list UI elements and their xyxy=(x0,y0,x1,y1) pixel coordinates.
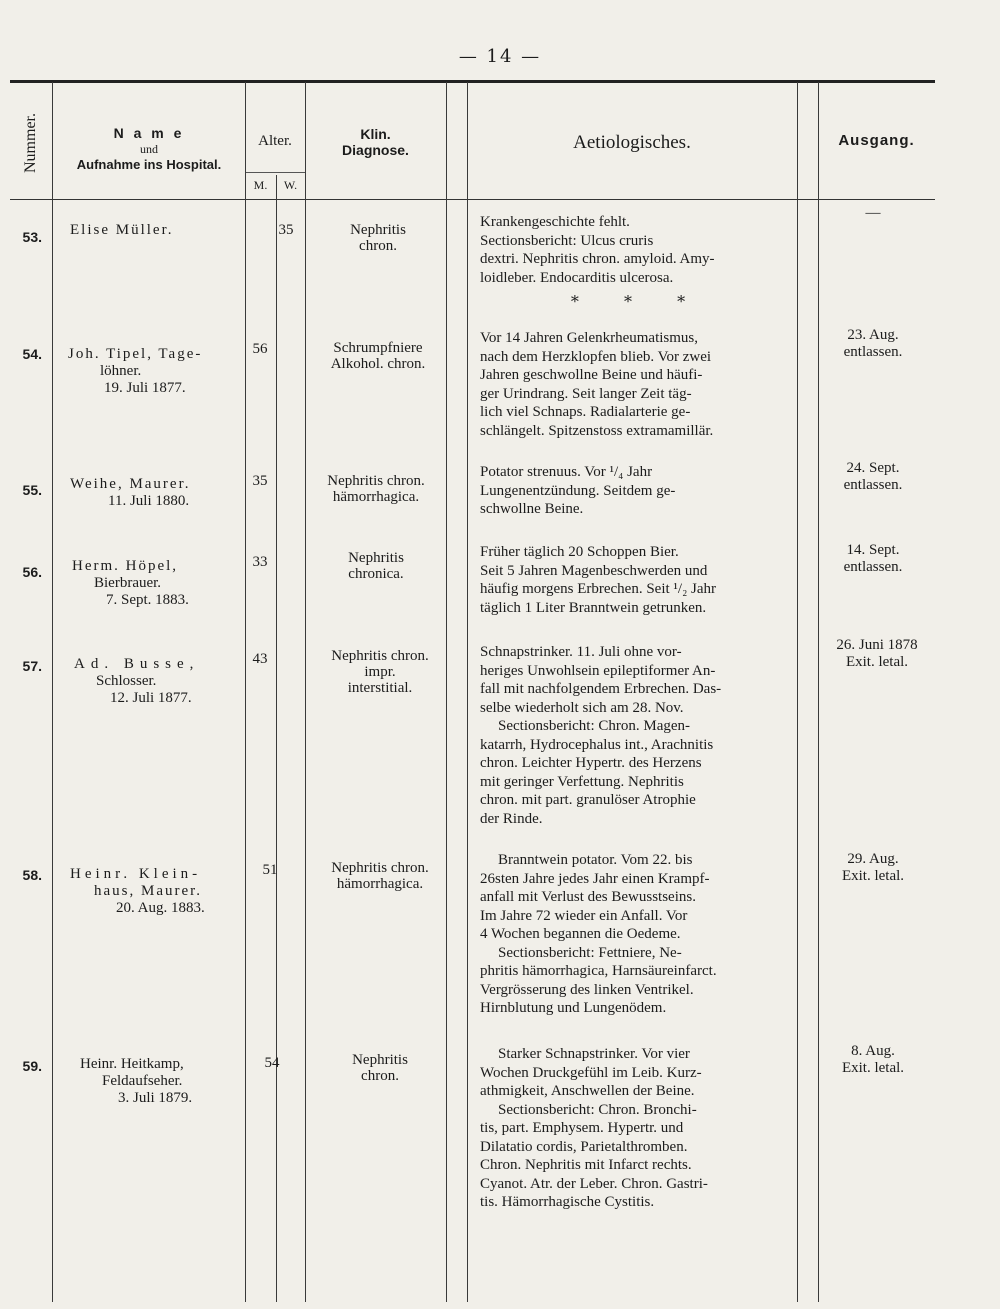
outcome: — xyxy=(865,205,881,221)
row-number: 59. xyxy=(22,1058,42,1074)
row-number: 57. xyxy=(22,658,42,674)
aetiology: Früher täglich 20 Schoppen Bier. Seit 5 Jahren Magenbeschwerden und häufig morgens Erbrechen. Seit ¹/₂ Jahr täglich 1 Liter Branntwein getrunken. xyxy=(480,544,717,616)
row-number: 53. xyxy=(22,229,42,245)
column-rule xyxy=(818,82,819,1302)
aetiology: Potator strenuus. Vor ¹/₄ Jahr Lungenentzündung. Seitdem ge- schwollne Beine. xyxy=(480,464,676,517)
aetiology: Starker Schnapstrinker. Vor vier Wochen Druckgefühl im Leib. Kurz- athmigkeit, Anschwellen der Beine. Sectionsbericht: Chron. Bronchi- tis, part. Emphysem. Hypertr. und Dilatatio cordis, Parietalthromben. Chron. Nephritis mit Infarct rechts. Cyanot. Atr. der Leber. Chron. Gastri- tis. Hämorrhagische Cystitis. xyxy=(480,1046,708,1210)
age-male: 35 xyxy=(252,473,268,489)
column-rule xyxy=(52,82,53,1302)
row-number: 56. xyxy=(22,564,42,580)
aetiology: Schnapstrinker. 11. Juli ohne vor- heriges Unwohlsein epileptiformer An- fall mit nachfolgendem Erbrechen. Das- selbe wiederholt sich am 28. Nov. Sectionsbericht: Chron. Magen- katarrh, Hydrocephalus int., Arachnitis chron. Leichter Hypertr. des Herzens mit geringer Verfettung. Nephritis chron. mit part. granulöser Atrophie der Rinde. xyxy=(480,644,722,827)
diagnosis: Nephritis chron. impr. interstitial. xyxy=(331,648,429,696)
header-nummer: Nummer. xyxy=(22,112,39,173)
diagnosis: Nephritis chron. hämorrhagica. xyxy=(327,473,425,505)
outcome: 26. Juni 1878 Exit. letal. xyxy=(836,637,918,670)
separator-stars: * * * xyxy=(570,292,706,311)
outcome: 14. Sept. entlassen. xyxy=(843,542,903,575)
diagnosis: Schrumpfniere Alkohol. chron. xyxy=(330,340,426,372)
patient-name: Weihe, Maurer. 11. Juli 1880. xyxy=(70,476,191,509)
column-rule xyxy=(467,82,468,1302)
header-alter-m: M. xyxy=(253,178,268,192)
patient-name: Heinr. Heitkamp, Feldaufseher. 3. Juli 1879. xyxy=(80,1056,193,1106)
diagnosis: Nephritis chron. xyxy=(350,222,406,254)
patient-name: Heinr. Klein- haus, Maurer. 20. Aug. 1883. xyxy=(70,866,205,916)
alter-subrule xyxy=(245,172,305,173)
outcome: 23. Aug. entlassen. xyxy=(843,327,903,360)
patient-name: Joh. Tipel, Tage- löhner. 19. Juli 1877. xyxy=(68,346,203,396)
diagnosis: Nephritis chron. xyxy=(352,1052,408,1084)
outcome: 8. Aug. Exit. letal. xyxy=(841,1043,905,1076)
age-male: 54 xyxy=(264,1055,280,1071)
diagnosis: Nephritis chron. hämorrhagica. xyxy=(331,860,429,892)
age-male: 51 xyxy=(262,862,278,878)
header-aetiologisches: Aetiologisches. xyxy=(573,132,691,153)
patient-name: Herm. Höpel, Bierbrauer. 7. Sept. 1883. xyxy=(72,558,189,608)
row-number: 54. xyxy=(22,346,42,362)
page-number: — 14 — xyxy=(458,46,542,67)
age-female: 35 xyxy=(278,222,294,238)
patient-name: Ad. Busse, Schlosser. 12. Juli 1877. xyxy=(74,656,200,706)
age-male: 43 xyxy=(252,651,268,667)
aetiology: Krankengeschichte fehlt. Sectionsbericht: Ulcus cruris dextri. Nephritis chron. amyloid. Amy- loidleber. Endocarditis ulcerosa. xyxy=(480,214,715,286)
row-number: 55. xyxy=(22,482,42,498)
column-rule xyxy=(797,82,798,1302)
row-number: 58. xyxy=(22,867,42,883)
patient-name: Elise Müller. xyxy=(70,222,174,238)
outcome: 24. Sept. entlassen. xyxy=(843,460,903,493)
header-klin-diagnose: Klin. Diagnose. xyxy=(342,126,409,158)
header-ausgang: Ausgang. xyxy=(838,132,915,149)
aetiology: Branntwein potator. Vom 22. bis 26sten Jahre jedes Jahr einen Krampf- anfall mit Verlust des Bewusstseins. Im Jahre 72 wieder ein Anfall. Vor 4 Wochen begannen die Oedeme. Sectionsbericht: Fettniere, Ne- phritis hämorrhagica, Harnsäureinfarct. Vergrösserung des linken Ventrikel. Hirnblutung und Lungenödem. xyxy=(480,852,717,1016)
header-name: N a m e und Aufnahme ins Hospital. xyxy=(76,125,222,172)
age-male: 56 xyxy=(252,341,268,357)
age-male: 33 xyxy=(252,554,268,570)
aetiology: Vor 14 Jahren Gelenkrheumatismus, nach dem Herzklopfen blieb. Vor zwei Jahren geschwollne Beine und häufi- ger Urindrang. Seit langer Zeit täg- lich viel Schnaps. Radialarterie ge- schlängelt. Spitzenstoss extramamillär. xyxy=(480,330,714,439)
header-alter-w: W. xyxy=(283,178,298,192)
header-alter: Alter. xyxy=(258,133,292,149)
diagnosis: Nephritis chronica. xyxy=(348,550,404,582)
column-rule xyxy=(305,82,306,1302)
outcome: 29. Aug. Exit. letal. xyxy=(841,851,905,884)
